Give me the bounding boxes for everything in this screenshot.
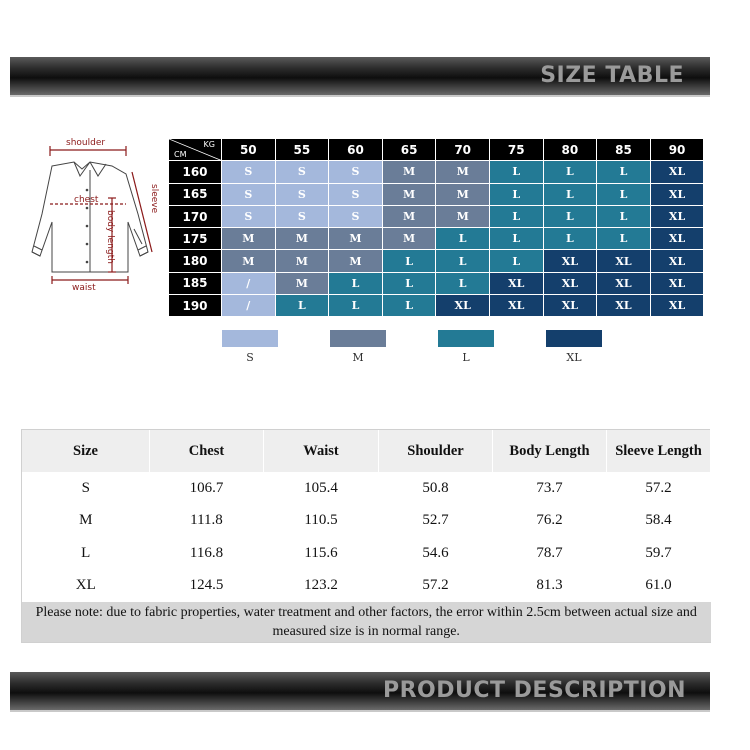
measurement-cell: 115.6 [304, 544, 338, 561]
measurement-cell: 111.8 [190, 512, 223, 529]
size-grid-cell: M [329, 250, 383, 272]
legend-swatch [330, 330, 386, 347]
size-grid-cell: L [597, 183, 651, 205]
size-grid-cell: L [597, 161, 651, 183]
size-grid-cell: L [329, 295, 383, 317]
size-grid-cell: S [222, 161, 276, 183]
size-grid-cell: S [329, 205, 383, 227]
measurement-cell: 54.6 [422, 544, 449, 561]
size-table-heading: SIZE TABLE [540, 63, 684, 88]
measurement-cell: XL [75, 577, 96, 594]
size-grid-row [169, 250, 704, 272]
size-grid-cell: M [382, 183, 436, 205]
size-grid-header-row [169, 139, 704, 161]
measurement-body [22, 472, 711, 602]
height-header: 175 [169, 228, 222, 250]
size-grid-cell: XL [543, 295, 597, 317]
size-grid-row [169, 228, 704, 250]
shirt-measurement-diagram [14, 134, 170, 294]
size-grid-cell: M [222, 228, 276, 250]
legend-item-s [222, 330, 278, 364]
size-grid-cell: L [597, 205, 651, 227]
size-grid-cell: XL [650, 228, 704, 250]
size-grid-cell: S [329, 161, 383, 183]
size-grid-cell: L [543, 228, 597, 250]
measurement-cell: 106.7 [189, 479, 224, 496]
size-grid-cell: XL [650, 205, 704, 227]
size-grid-cell: XL [489, 295, 543, 317]
sleeve-label: sleeve [149, 184, 159, 214]
height-header: 185 [169, 272, 222, 294]
measurement-cell: S [81, 479, 90, 496]
size-grid-cell: M [329, 228, 383, 250]
size-grid-cell: XL [597, 295, 651, 317]
size-grid-cell: M [222, 250, 276, 272]
column-header-shoulder: Shoulder [379, 430, 493, 472]
size-grid-cell: L [489, 205, 543, 227]
legend-item-l [438, 330, 494, 364]
legend-swatch [222, 330, 278, 347]
size-grid-cell: M [436, 205, 490, 227]
size-grid-cell: S [275, 161, 329, 183]
size-grid-cell: L [543, 161, 597, 183]
legend-label: XL [566, 351, 582, 364]
size-grid-cell: S [222, 183, 276, 205]
measurement-cell: 81.3 [536, 577, 563, 594]
waist-label: waist [72, 283, 96, 293]
weight-header: 55 [275, 139, 329, 161]
size-grid-cell: L [489, 228, 543, 250]
cm-unit-label: CM [174, 150, 187, 160]
measurement-cell: M [79, 512, 93, 529]
measurement-cell: 50.8 [422, 479, 449, 496]
legend-label: S [246, 351, 254, 364]
size-grid-cell: L [597, 228, 651, 250]
kg-unit-label: KG [203, 140, 215, 149]
height-header: 180 [169, 250, 222, 272]
size-grid-cell: / [222, 295, 276, 317]
size-grid-cell: L [489, 183, 543, 205]
measurement-cell: 123.2 [304, 577, 338, 594]
size-grid-cell: S [222, 205, 276, 227]
size-table-banner [10, 57, 710, 95]
size-grid-corner [169, 139, 222, 161]
weight-header: 70 [436, 139, 490, 161]
size-grid-cell: L [543, 183, 597, 205]
size-grid-cell: L [489, 250, 543, 272]
weight-header: 50 [222, 139, 276, 161]
note-row [22, 602, 711, 643]
size-grid-row [169, 205, 704, 227]
size-grid-cell: S [329, 183, 383, 205]
size-grid-cell: L [275, 295, 329, 317]
chest-label: chest [74, 195, 99, 205]
size-grid-cell: M [436, 183, 490, 205]
measurement-cell: 73.7 [536, 479, 563, 496]
size-grid-cell: XL [650, 272, 704, 294]
size-grid-cell: L [489, 161, 543, 183]
measurement-cell: 57.2 [422, 577, 449, 594]
size-grid-cell: L [329, 272, 383, 294]
measurement-cell: 61.0 [645, 577, 672, 594]
measurement-cell: 52.7 [422, 512, 449, 529]
weight-header: 85 [597, 139, 651, 161]
size-grid-cell: M [436, 161, 490, 183]
measurement-row [22, 537, 711, 570]
height-header: 165 [169, 183, 222, 205]
size-grid-cell: L [436, 272, 490, 294]
size-grid-cell: L [543, 205, 597, 227]
size-grid-cell: XL [543, 272, 597, 294]
size-grid-cell: L [382, 272, 436, 294]
size-note: Please note: due to fabric properties, water treatment and other factors, the error within 2.5cm between actual size and measured size is in normal range. [22, 602, 711, 643]
shoulder-label: shoulder [66, 138, 106, 148]
size-grid-cell: XL [543, 250, 597, 272]
height-header: 190 [169, 295, 222, 317]
legend-swatch [546, 330, 602, 347]
column-header-waist: Waist [264, 430, 379, 472]
size-grid-cell: M [275, 228, 329, 250]
measurement-row [22, 570, 711, 603]
column-header-chest: Chest [150, 430, 264, 472]
size-grid-row [169, 272, 704, 294]
measurement-cell: 105.4 [304, 479, 338, 496]
size-grid-cell: S [275, 183, 329, 205]
height-weight-size-grid [168, 138, 704, 317]
size-grid-cell: M [382, 205, 436, 227]
body-length-label: body length [105, 210, 115, 264]
size-grid-cell: XL [650, 183, 704, 205]
measurement-table [21, 430, 711, 643]
measurement-cell: 57.2 [645, 479, 672, 496]
size-grid-cell: XL [597, 272, 651, 294]
size-grid-body [169, 161, 704, 317]
height-header: 160 [169, 161, 222, 183]
size-grid-cell: L [436, 228, 490, 250]
legend-label: M [352, 351, 364, 364]
measurement-row [22, 505, 711, 538]
size-grid-cell: XL [597, 250, 651, 272]
size-grid-cell: L [382, 250, 436, 272]
column-header-body-length: Body Length [493, 430, 607, 472]
measurement-cell: 58.4 [645, 512, 672, 529]
measurement-cell: 110.5 [304, 512, 338, 529]
weight-header: 60 [329, 139, 383, 161]
weight-header: 90 [650, 139, 704, 161]
size-grid-cell: XL [489, 272, 543, 294]
measurement-cell: 59.7 [645, 544, 672, 561]
height-header: 170 [169, 205, 222, 227]
size-grid-cell: XL [650, 250, 704, 272]
weight-header: 65 [382, 139, 436, 161]
size-grid-row [169, 161, 704, 183]
measurement-cell: 78.7 [536, 544, 563, 561]
legend-item-xl [546, 330, 602, 364]
measurement-cell: L [81, 544, 91, 561]
product-description-heading: PRODUCT DESCRIPTION [382, 678, 686, 703]
legend-item-m [330, 330, 386, 364]
size-grid-cell: M [275, 250, 329, 272]
weight-header: 80 [543, 139, 597, 161]
size-grid-cell: XL [650, 161, 704, 183]
size-grid-row [169, 295, 704, 317]
size-grid-cell: L [436, 250, 490, 272]
legend-swatch [438, 330, 494, 347]
size-grid-cell: L [382, 295, 436, 317]
legend-label: L [462, 351, 470, 364]
size-grid-cell: M [382, 228, 436, 250]
weight-header: 75 [489, 139, 543, 161]
measurement-header-row [22, 430, 711, 472]
column-header-sleeve-length: Sleeve Length [607, 430, 711, 472]
measurement-cell: 124.5 [189, 577, 224, 594]
size-grid-cell: XL [436, 295, 490, 317]
product-description-banner [10, 672, 710, 710]
size-grid-cell: / [222, 272, 276, 294]
size-grid-cell: M [275, 272, 329, 294]
size-grid-row [169, 183, 704, 205]
measurement-cell: 116.8 [189, 544, 224, 561]
measurement-row [22, 472, 711, 505]
column-header-size: Size [22, 430, 150, 472]
size-grid-cell: S [275, 205, 329, 227]
size-grid-cell: M [382, 161, 436, 183]
measurement-cell: 76.2 [536, 512, 563, 529]
size-grid-cell: XL [650, 295, 704, 317]
